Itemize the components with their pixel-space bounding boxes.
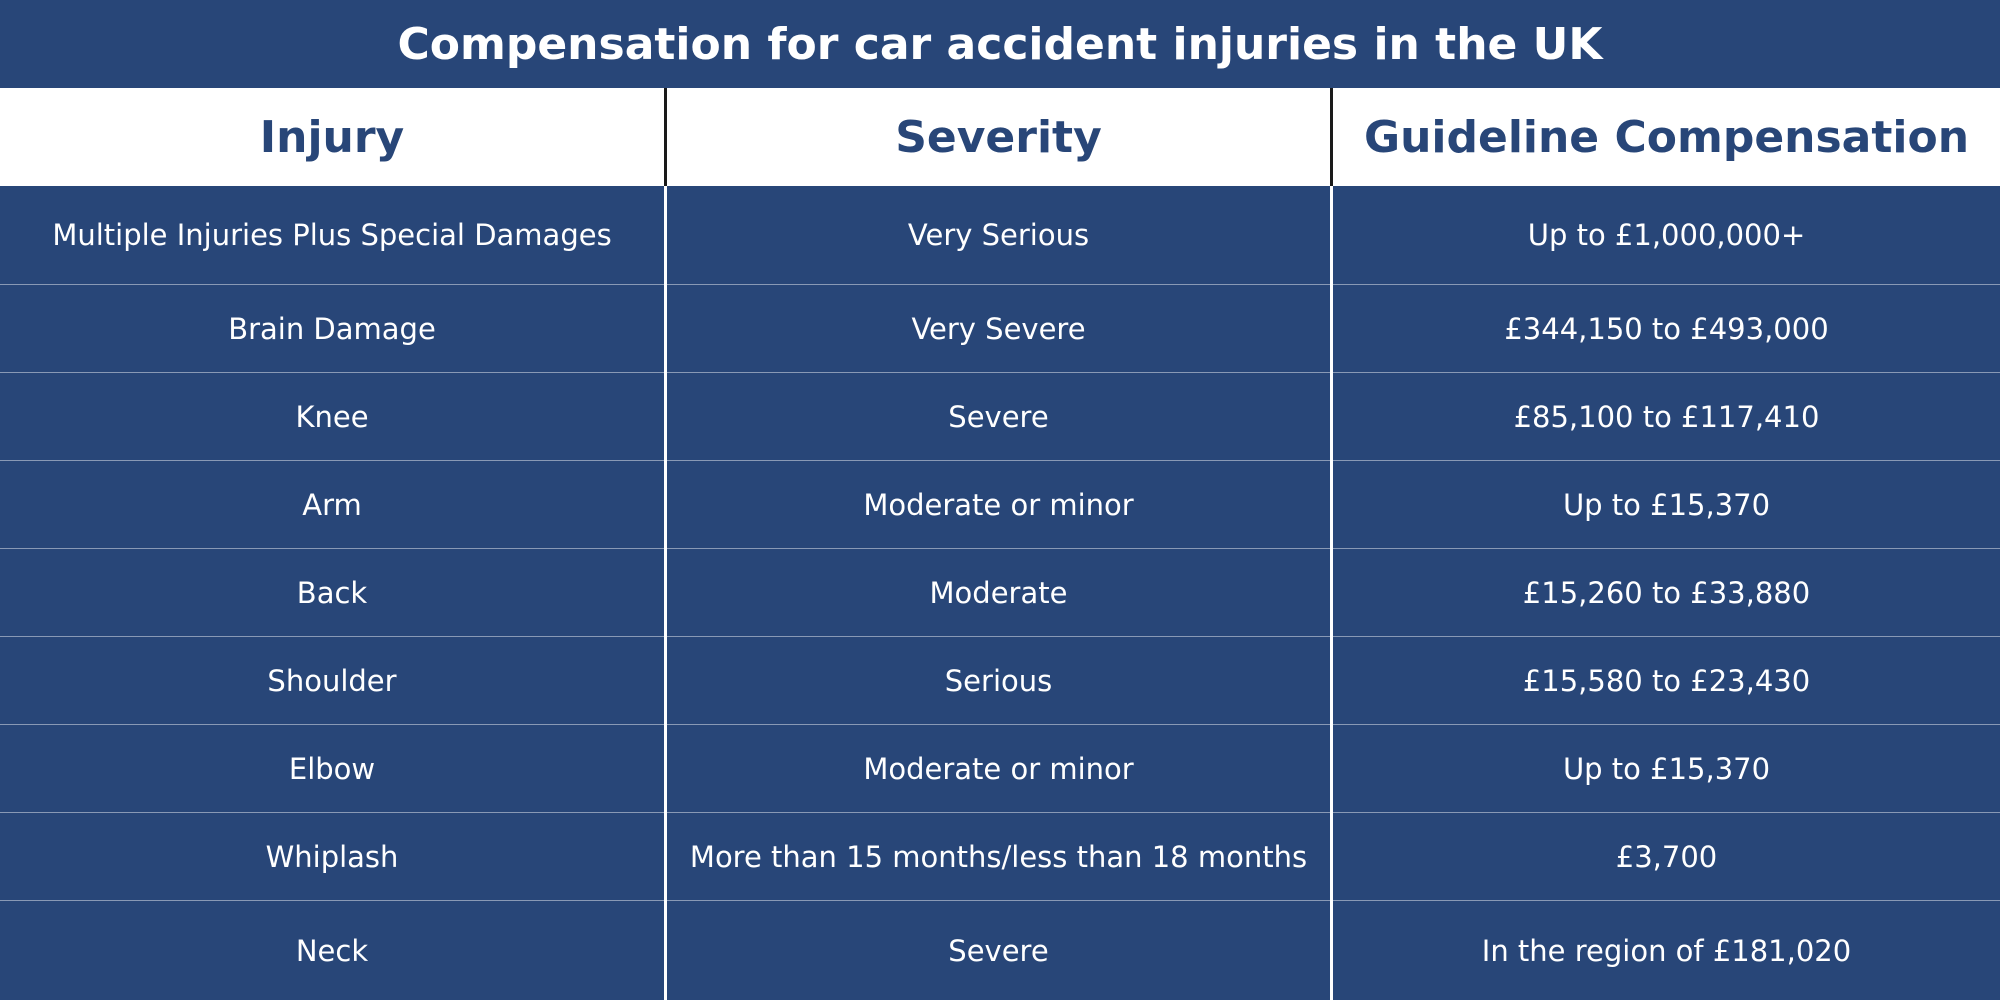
table-row — [0, 637, 2000, 725]
table-row — [0, 813, 2000, 901]
cell-compensation: Up to £15,370 — [1562, 487, 1771, 522]
cell-compensation: Up to £1,000,000+ — [1527, 218, 1806, 252]
table-row — [0, 285, 2000, 373]
cell-compensation: Up to £15,370 — [1562, 751, 1771, 786]
table-row — [0, 461, 2000, 549]
title-bar — [0, 0, 2000, 88]
cell-injury: Back — [296, 575, 368, 610]
cell-severity: Severe — [948, 399, 1049, 434]
table-row — [0, 186, 2000, 285]
cell-compensation: £3,700 — [1615, 839, 1718, 874]
cell-injury: Neck — [295, 933, 369, 968]
cell-severity: More than 15 months/less than 18 months — [689, 839, 1308, 874]
cell-injury: Shoulder — [267, 663, 397, 698]
page-title: Compensation for car accident injuries in the UK — [397, 18, 1603, 70]
table-row — [0, 549, 2000, 637]
header-guideline-compensation: Guideline Compensation — [1363, 111, 1970, 163]
cell-injury: Knee — [295, 399, 369, 434]
cell-injury: Whiplash — [265, 839, 399, 874]
cell-compensation: £85,100 to £117,410 — [1513, 399, 1820, 434]
table-body — [0, 186, 2000, 1000]
cell-compensation: £15,260 to £33,880 — [1522, 575, 1811, 610]
cell-severity: Moderate — [929, 575, 1068, 610]
cell-severity: Very Serious — [907, 218, 1090, 252]
cell-compensation: In the region of £181,020 — [1481, 933, 1852, 968]
table-header-row — [0, 88, 2000, 186]
table-row — [0, 373, 2000, 461]
cell-injury: Multiple Injuries Plus Special Damages — [52, 218, 612, 252]
cell-compensation: £344,150 to £493,000 — [1504, 311, 1829, 346]
column-divider — [1330, 186, 1333, 1000]
cell-severity: Serious — [944, 663, 1053, 698]
cell-compensation: £15,580 to £23,430 — [1522, 663, 1811, 698]
cell-severity: Very Severe — [911, 311, 1086, 346]
header-injury: Injury — [259, 111, 405, 163]
table-row — [0, 725, 2000, 813]
column-divider — [664, 186, 667, 1000]
cell-severity: Severe — [948, 933, 1049, 968]
cell-injury: Arm — [302, 487, 362, 522]
cell-injury: Elbow — [288, 751, 376, 786]
cell-injury: Brain Damage — [228, 311, 436, 346]
cell-severity: Moderate or minor — [863, 751, 1134, 786]
table-row — [0, 901, 2000, 1000]
cell-severity: Moderate or minor — [863, 487, 1134, 522]
header-severity: Severity — [895, 111, 1102, 163]
